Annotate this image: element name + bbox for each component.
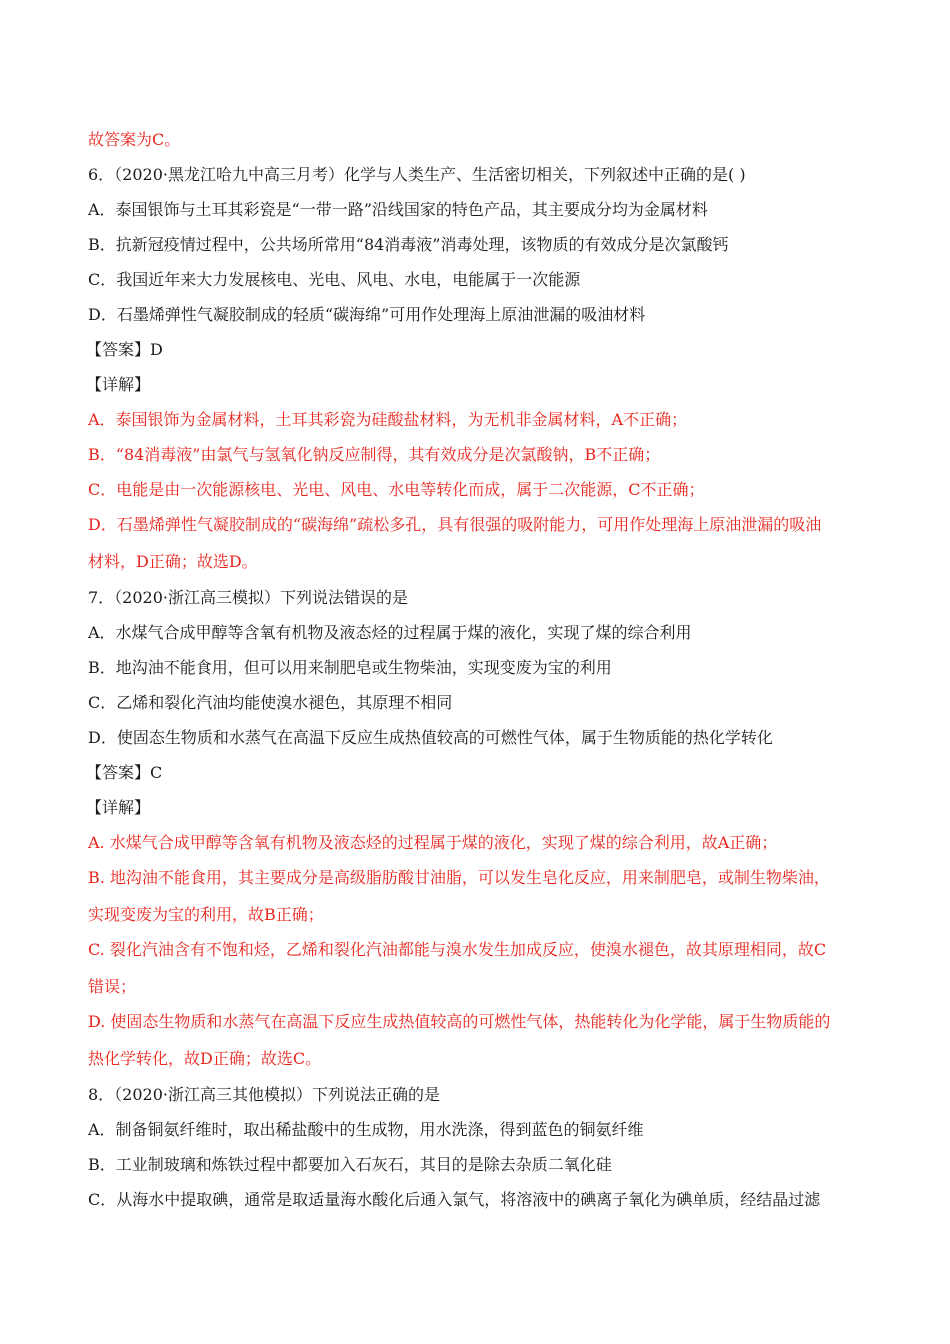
question-7-stem: 7．（2020·浙江高三模拟）下列说法错误的是 bbox=[88, 588, 408, 607]
question-8-stem: 8．（2020·浙江高三其他模拟）下列说法正确的是 bbox=[88, 1085, 440, 1104]
explanation-line: B. 地沟油不能食用，其主要成分是高级脂肪酸甘油脂，可以发生皂化反应，用来制肥皂，或制生物柴油， bbox=[88, 868, 830, 887]
question-8-option-b: B．工业制玻璃和炼铁过程中都要加入石灰石，其目的是除去杂质二氧化硅 bbox=[88, 1155, 612, 1174]
text-line: 故答案为C。 bbox=[88, 130, 181, 149]
explanation-line: A. 水煤气合成甲醇等含氧有机物及液态烃的过程属于煤的液化，实现了煤的综合利用，故A正确； bbox=[88, 833, 778, 852]
question-6-stem: 6．（2020·黑龙江哈九中高三月考）化学与人类生产、生活密切相关，下列叙述中正确的是( ) bbox=[88, 165, 746, 184]
question-6-option-d: D．石墨烯弹性气凝胶制成的轻质“碳海绵”可用作处理海上原油泄漏的吸油材料 bbox=[88, 305, 646, 324]
explanation-line: D. 使固态生物质和水蒸气在高温下反应生成热值较高的可燃性气体，热能转化为化学能，属于生物质能的 bbox=[88, 1012, 831, 1031]
explanation-line: 错误； bbox=[88, 977, 137, 996]
explanation-line: C．电能是由一次能源核电、光电、风电、水电等转化而成，属于二次能源，C不正确； bbox=[88, 480, 705, 499]
question-8-option-a: A．制备铜氨纤维时，取出稀盐酸中的生成物，用水洗涤，得到蓝色的铜氨纤维 bbox=[88, 1120, 644, 1139]
question-7-option-a: A．水煤气合成甲醇等含氧有机物及液态烃的过程属于煤的液化，实现了煤的综合利用 bbox=[88, 623, 692, 642]
question-6-option-c: C．我国近年来大力发展核电、光电、风电、水电，电能属于一次能源 bbox=[88, 270, 581, 289]
explanation-line: B．“84消毒液”由氯气与氢氧化钠反应制得，其有效成分是次氯酸钠，B不正确； bbox=[88, 445, 661, 464]
explanation-line: 材料，D正确；故选D。 bbox=[88, 552, 258, 571]
question-7-option-c: C．乙烯和裂化汽油均能使溴水褪色，其原理不相同 bbox=[88, 693, 453, 712]
question-7-option-d: D．使固态生物质和水蒸气在高温下反应生成热值较高的可燃性气体，属于生物质能的热化学转化 bbox=[88, 728, 773, 747]
answer-label: 【答案】C bbox=[86, 763, 163, 782]
explanation-line: 热化学转化，故D正确；故选C。 bbox=[88, 1049, 322, 1068]
question-6-option-b: B．抗新冠疫情过程中，公共场所常用“84消毒液”消毒处理，该物质的有效成分是次氯酸钙 bbox=[88, 235, 729, 254]
explanation-line: A．泰国银饰为金属材料，土耳其彩瓷为硅酸盐材料，为无机非金属材料，A不正确； bbox=[88, 410, 688, 429]
question-8-option-c: C．从海水中提取碘，通常是取适量海水酸化后通入氯气，将溶液中的碘离子氧化为碘单质，经结晶过滤 bbox=[88, 1190, 821, 1209]
explanation-line: D．石墨烯弹性气凝胶制成的“碳海绵”疏松多孔，具有很强的吸附能力，可用作处理海上原油泄漏的吸油 bbox=[88, 515, 822, 534]
explanation-line: 实现变废为宝的利用，故B正确； bbox=[88, 905, 324, 924]
explanation-line: C. 裂化汽油含有不饱和烃，乙烯和裂化汽油都能与溴水发生加成反应，使溴水褪色，故其原理相同，故C bbox=[88, 940, 827, 959]
question-7-option-b: B．地沟油不能食用，但可以用来制肥皂或生物柴油，实现变废为宝的利用 bbox=[88, 658, 612, 677]
explanation-label: 【详解】 bbox=[86, 375, 151, 394]
answer-label: 【答案】D bbox=[86, 340, 163, 359]
question-6-option-a: A．泰国银饰与土耳其彩瓷是“一带一路”沿线国家的特色产品，其主要成分均为金属材料 bbox=[88, 200, 708, 219]
explanation-label: 【详解】 bbox=[86, 798, 151, 817]
